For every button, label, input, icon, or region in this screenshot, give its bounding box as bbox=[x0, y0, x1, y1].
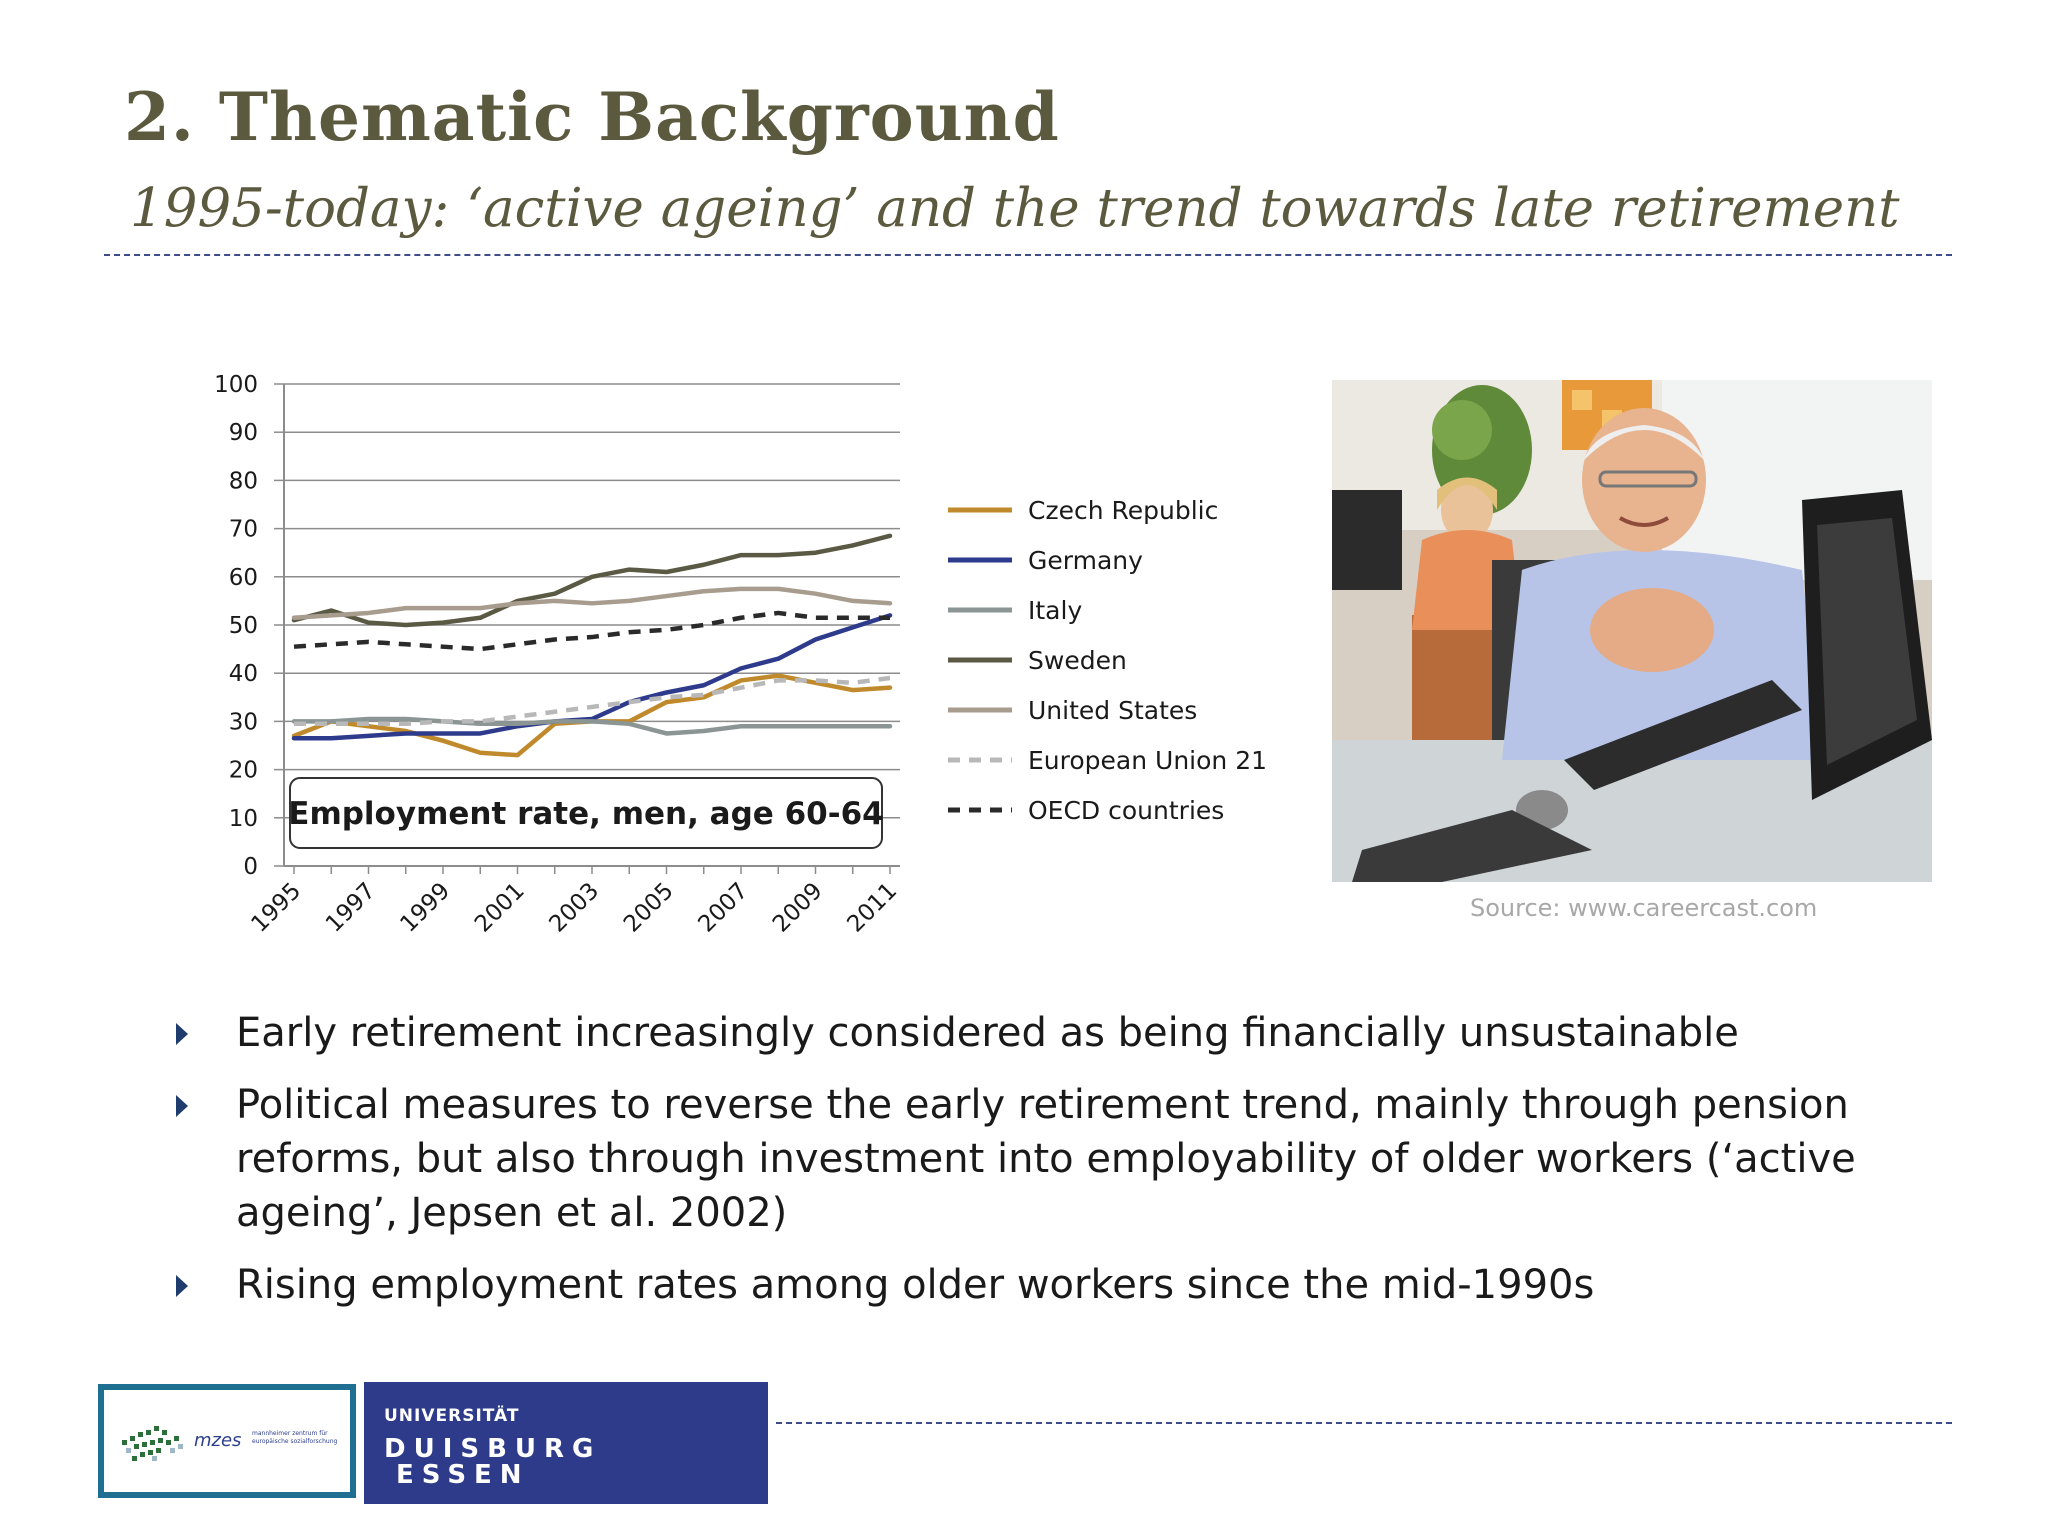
slide-subtitle: 1995-today: ‘active ageing’ and the trend towards late retirement bbox=[130, 178, 1900, 239]
legend-label: Czech Republic bbox=[1028, 496, 1219, 525]
x-tick-label: 2007 bbox=[693, 877, 754, 938]
bottom-divider bbox=[776, 1422, 1952, 1424]
y-tick-label: 0 bbox=[243, 854, 258, 880]
legend-label: OECD countries bbox=[1028, 796, 1225, 825]
ude-line-3: ESSEN bbox=[396, 1460, 530, 1490]
y-tick-label: 100 bbox=[214, 372, 258, 398]
chart-legend bbox=[948, 496, 1267, 825]
x-tick-label: 1995 bbox=[246, 877, 307, 938]
x-tick-label: 2003 bbox=[544, 877, 605, 938]
bullet-list bbox=[170, 1006, 1930, 1330]
mzes-logo bbox=[98, 1384, 356, 1498]
mzes-subtitle: mannheimer zentrum für europäische sozialforschung bbox=[252, 1430, 338, 1445]
bullet-text: Early retirement increasingly considered as being financially unsustainable bbox=[236, 1010, 1739, 1056]
chart-title: Employment rate, men, age 60-64 bbox=[288, 796, 884, 832]
ude-line-2: DUISBURG bbox=[384, 1434, 602, 1464]
chart-title-box bbox=[288, 778, 883, 848]
y-tick-label: 80 bbox=[228, 468, 258, 495]
x-tick-label: 1997 bbox=[320, 877, 381, 938]
ude-line-1: UNIVERSITÄT bbox=[384, 1406, 520, 1426]
bullet-item bbox=[170, 1078, 1930, 1240]
mzes-wordmark: mzes bbox=[194, 1430, 242, 1451]
chart-series bbox=[294, 536, 890, 755]
y-tick-label: 70 bbox=[228, 516, 258, 543]
x-tick-label: 2009 bbox=[767, 877, 828, 938]
legend-label: Sweden bbox=[1028, 646, 1127, 675]
triangle-bullet-icon bbox=[176, 1023, 188, 1045]
slide-title: 2. Thematic Background bbox=[124, 78, 1060, 156]
legend-label: European Union 21 bbox=[1028, 746, 1268, 775]
y-tick-label: 20 bbox=[228, 757, 258, 784]
triangle-bullet-icon bbox=[176, 1095, 188, 1117]
x-tick-label: 1999 bbox=[395, 877, 456, 938]
series-line-oecd-countries bbox=[294, 613, 890, 649]
y-tick-label: 50 bbox=[228, 613, 258, 639]
y-tick-label: 10 bbox=[228, 805, 258, 832]
chart-axes bbox=[214, 372, 902, 938]
triangle-bullet-icon bbox=[176, 1275, 188, 1297]
office-senior-man-photo bbox=[1332, 380, 1932, 882]
y-tick-label: 40 bbox=[228, 661, 258, 688]
university-duisburg-essen-logo bbox=[364, 1382, 768, 1504]
series-line-czech-republic bbox=[294, 676, 890, 756]
x-tick-label: 2001 bbox=[469, 877, 530, 938]
europe-map-icon bbox=[112, 1410, 202, 1480]
series-line-united-states bbox=[294, 589, 890, 618]
legend-label: Italy bbox=[1028, 596, 1083, 625]
bullet-text: Political measures to reverse the early retirement trend, mainly through pension reforms, but also through investment into employability of older workers (‘active ageing’, Jepsen et al. 2002) bbox=[236, 1082, 1856, 1236]
y-tick-label: 30 bbox=[228, 709, 258, 736]
y-tick-label: 90 bbox=[228, 420, 258, 447]
legend-label: United States bbox=[1028, 696, 1198, 725]
bullet-item bbox=[170, 1258, 1930, 1312]
x-tick-label: 2005 bbox=[618, 877, 679, 938]
photo-source-caption: Source: www.careercast.com bbox=[1470, 894, 1818, 922]
legend-label: Germany bbox=[1028, 546, 1143, 575]
bullet-item bbox=[170, 1006, 1930, 1060]
bullet-text: Rising employment rates among older workers since the mid-1990s bbox=[236, 1262, 1595, 1308]
x-tick-label: 2011 bbox=[842, 877, 903, 938]
y-tick-label: 60 bbox=[228, 564, 258, 591]
